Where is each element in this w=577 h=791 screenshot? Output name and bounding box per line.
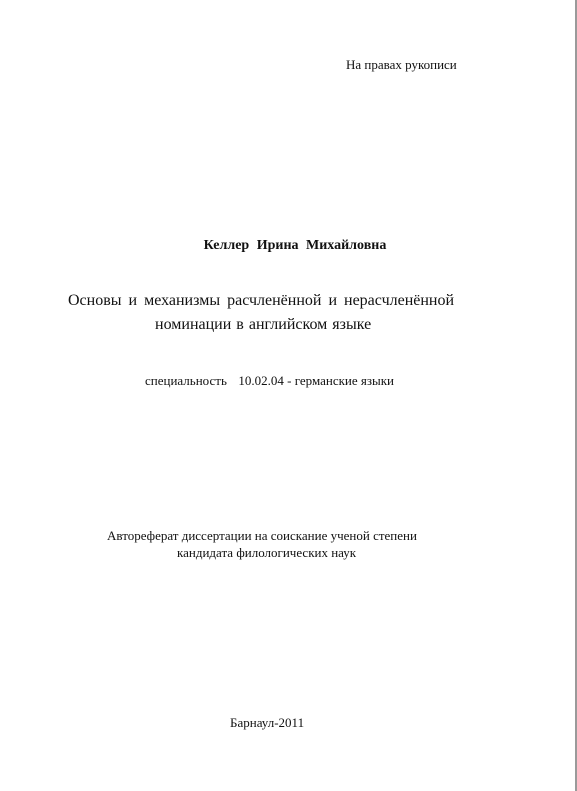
manuscript-note: На правах рукописи: [346, 57, 457, 72]
specialty-line: [145, 373, 394, 389]
abstract-description-line-1: Автореферат диссертации на соискание ученой степени: [107, 528, 417, 543]
specialty-separator: -: [287, 373, 292, 388]
specialty-name: германские языки: [294, 373, 395, 388]
dissertation-title-line-1: Основы и механизмы расчленённой и нерасчленённой: [68, 292, 455, 309]
place-and-year: Барнаул-2011: [230, 715, 305, 730]
author-name: Келлер Ирина Михайловна: [203, 238, 387, 253]
abstract-description-line-2: кандидата филологических наук: [177, 545, 357, 560]
specialty-label: специальность: [145, 373, 227, 388]
dissertation-title-line-2: номинации в английском языке: [155, 316, 372, 333]
specialty-code: 10.02.04: [238, 373, 284, 388]
